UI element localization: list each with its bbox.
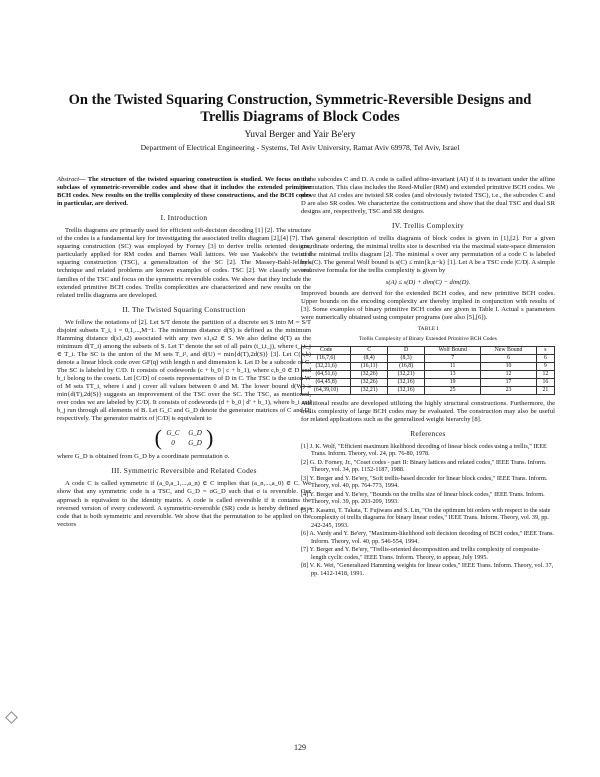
abstract bbox=[57, 176, 311, 208]
table-cell: (16,7,6) bbox=[302, 354, 351, 362]
twisted-paragraph-2: where G_D is obtained from G_D by a coordinate permutation σ. bbox=[57, 453, 230, 461]
table-row bbox=[302, 370, 555, 378]
table-header-cell: Wolf Bound bbox=[425, 346, 481, 354]
table-cell: (64,51,6) bbox=[302, 370, 351, 378]
scan-margin-mark bbox=[5, 711, 18, 724]
table-cell: 6 bbox=[481, 354, 536, 362]
trellis-paragraph-1: A general description of trellis diagrams of block codes is given in [1],[2]. For a given coordinate ordering, the minimal trellis size is described via the maximal state-space dimension of the minimal trellis diagram [2]. The minimal s over any permutation of a code C is labeled by s(C). The general Wolf bound is s(C) ≤ min{k,n−k} [1]. Let A be a TSC code |C/D|. A simple recursive formula for the trellis complexity is given by bbox=[301, 235, 555, 275]
matrix-cell: G_D bbox=[188, 429, 202, 438]
twisted-paragraph-1: We follow the notations of [2]. Let S/T denote the partition of a discrete set S into M = S/T disjoint subsets T_i, i = 0,1,...,M−1. The minimum distance d(S) is defined as the minimum Hamming distance d(s1,s2) associated with any two s1,s2 ∈ S. We also define d(T) as the minimum d(T_i) among the subsets of S. Let T' denote the set of all pairs (t_i,t_j), where t_i,t_j ∈ T_i. The SC is the union of the M sets T_i², and d(U) = min{d(T),2d(S)} [3]. Let C(n,k) denote a linear block code over GF(q) with length n and dimension k. Let D be a subcode of C. The SC is labeled by C/D. It consists of codewords (c + b_0 | c + b_1), where c,b_0 ∈ D and b_i belong to the cosets. Let [C/D] of cosets representatives of D in C. The TSC is the union W of M sets TT_i, where i and j cover all values between 0 and M. The lower bound d(W) ≥ min{d(T),2d(S)} suggests an improvement of the TSC over the SC. The TSC, as mentioned, over codes we are labeled by |C/D|. It consists of codewords (d + b_0 | d' + b_1), where b_i and b_j run through all elements of B. Let G_C and G_D denote the generator matrices of C and D, respectively. The generator matrix of |C/D| is equivalent to bbox=[57, 318, 311, 423]
reference-item: [7] Y. Berger and Y. Be'ery, "Trellis-oriented decomposition and trellis complexity of composite-length cyclic codes," IEEE Trans. Inform. Theory, to appear, July 1995. bbox=[301, 546, 541, 561]
reference-item: [6] A. Vardy and Y. Be'ery, "Maximum-likelihood soft decision decoding of BCH codes," IEEE Trans. Inform. Theory, vol. 40, pp. 546-554, 1994. bbox=[301, 530, 554, 545]
affiliation: Department of Electrical Engineering - Systems, Tel Aviv University, Ramat Aviv 69978, Tel Aviv, Israel bbox=[140, 143, 460, 152]
table-cell: 12 bbox=[536, 370, 554, 378]
table-cell: 17 bbox=[481, 378, 536, 386]
intro-paragraph: Trellis diagrams are primarily used for efficient soft-decision decoding [1] [2]. The structure of the codes is a fundamental key for investigating the associated trellis diagram [2],[4] [7]. The squaring construction (SC) was employed by Forney [3] to derive trellis oriented designs, particularly applied for RM codes and Barnes Wall lattices. We use Yaakobi's the twisted squaring construction (TSC), a generalization of the SC [2]. The Massey-Bahl-Jelinek technique and related problems are known examples of codes. TSC [2]. We classify several families of the TSC and focus on the symmetric reversible codes. We show that they include the extended primitive BCH codes. Trellis complexities are characterized and new results on the related trellis diagrams are developed. bbox=[57, 227, 311, 299]
section-heading-introduction: I. Introduction bbox=[160, 213, 208, 223]
table-cell: (32,16) bbox=[388, 378, 425, 386]
table-cell: 7 bbox=[425, 354, 481, 362]
table-cell: (32,26) bbox=[351, 378, 388, 386]
reference-item: [1] J. K. Wolf, "Efficient maximum likelihood decoding of linear block codes using a trellis," IEEE Trans. Inform. Theory, vol. 24, pp. 76-80, 1978. bbox=[301, 442, 547, 458]
table-header-cell: C bbox=[351, 346, 388, 354]
section-heading-references: References bbox=[410, 428, 446, 438]
table-cell: (64,45,8) bbox=[302, 378, 351, 386]
table-cell: (32,26) bbox=[351, 370, 388, 378]
reference-item: [8] V. K. Wei, "Generalized Hamming weights for linear codes," IEEE Trans. Inform. Theory, vol. 37, pp. 1412-1418, 1991. bbox=[301, 562, 554, 577]
left-column bbox=[57, 176, 311, 530]
table-row bbox=[302, 362, 555, 370]
table-cell: 23 bbox=[481, 386, 536, 394]
table-cell: (16,11) bbox=[351, 362, 388, 370]
table-cell: 12 bbox=[481, 370, 536, 378]
table-cell: 10 bbox=[481, 362, 536, 370]
table-header-cell: s bbox=[536, 346, 554, 354]
table-caption-number: TABLE I bbox=[417, 325, 439, 332]
section-heading-twisted-squaring: II. The Twisted Squaring Construction bbox=[122, 304, 246, 314]
table-cell: (32,21,6) bbox=[302, 362, 351, 370]
table-header-cell: New Bound bbox=[481, 346, 536, 354]
symrev-paragraph-1: A code C is called symmetric if (a_0,a_1,...,a_n) ∈ C implies that (a_n,...,a_0) ∈ C. We show that any symmetric code is a TSC, and G_D = σG_D such that σ is reversible. Our approach is equivalent to the identity matrix. A code is called reversible if it contains the reversed version of every codeword. A symmetric-reversible (SR) code is hereby defined as a code that is both symmetric and reversible. We show that the permutation to be applied on the vectors bbox=[57, 480, 311, 528]
table-cell: (32,16) bbox=[388, 386, 425, 394]
table-header-cell: D bbox=[388, 346, 425, 354]
table-cell: 19 bbox=[425, 378, 481, 386]
matrix-cell: G_D bbox=[188, 439, 202, 448]
table-cell: (64,39,10) bbox=[302, 386, 351, 394]
table-cell: 25 bbox=[425, 386, 481, 394]
author-line: Yuval Berger and Yair Be'ery bbox=[244, 130, 356, 140]
reference-item: [2] G. D. Forney, Jr., "Coset codes - part II: Binary lattices and related codes," IEEE Trans. Inform. Theory, vol. 34, pp. 1152-1187, 1988. bbox=[301, 458, 547, 474]
section-heading-trellis-complexity: IV. Trellis Complexity bbox=[392, 221, 464, 231]
reference-item: [3] Y. Berger and Y. Be'ery, "Soft trellis-based decoder for linear block codes," IEEE Trans. Inform. Theory, vol. 40, pp. 764-773, 1994. bbox=[301, 474, 548, 490]
table-cell: (8,4) bbox=[351, 354, 388, 362]
table-caption-title: Trellis Complexity of Binary Extended Primitive BCH Codes bbox=[359, 336, 497, 343]
table-header-row bbox=[302, 346, 555, 354]
symrev-paragraph-2: to the subcodes C and D. A code is called affine-invariant (AI) if it is invariant under the affine permutation. This class includes the Reed-Muller (RM) and extended primitive BCH codes. We prove that AI codes are twisted SR codes (and obviously twisted TSC), i.e., the subcodes C and D are also SR codes. We characterize the constructions and show that the dual TSC and dual SR designs are, respectively, TSC and SR designs. bbox=[301, 176, 555, 216]
table-cell: (32,21) bbox=[388, 370, 425, 378]
table-cell: 21 bbox=[536, 386, 554, 394]
abstract-text: — The structure of the twisted squaring construction is studied. We focus on the subclass of symmetric-reversible codes and show that it includes the extended primitive BCH codes. New results on the trellis complexity of these constructions, and the BCH codes in particular, are derived. bbox=[57, 176, 311, 208]
matrix-cell: 0 bbox=[171, 439, 175, 448]
table-cell: (32,21) bbox=[351, 386, 388, 394]
table-cell: 9 bbox=[536, 362, 554, 370]
table-cell: (8,3) bbox=[388, 354, 425, 362]
table-row bbox=[302, 378, 555, 386]
matrix-cell: G_C bbox=[166, 429, 180, 438]
right-column bbox=[301, 176, 555, 578]
table-row bbox=[302, 386, 555, 394]
paper-title: On the Twisted Squaring Construction, Symmetric-Reversible Designs and Trellis Diagrams of Block Codes bbox=[68, 92, 532, 125]
table-cell: 6 bbox=[536, 354, 554, 362]
generator-matrix: ( G_C G_D 0 G_D ) bbox=[154, 425, 214, 451]
page-number: 129 bbox=[294, 743, 306, 752]
table-header-cell: Code bbox=[302, 346, 351, 354]
table-cell: 13 bbox=[425, 370, 481, 378]
reference-item: [4] Y. Berger and Y. Be'ery, "Bounds on the trellis size of linear block codes," IEEE Trans. Inform. Theory, vol. 39, pp. 203-209, 1993. bbox=[301, 490, 545, 506]
table-row bbox=[302, 354, 555, 362]
section-heading-symmetric-reversible: III. Symmetric Reversible and Related Codes bbox=[111, 466, 257, 476]
trellis-paragraph-2: Improved bounds are derived for the extended BCH codes, and new primitive BCH codes. Upper bounds on the encoding complexity are thereby implied in conjunction with results of [3]. Some examples of binary primitive BCH codes are given in Table I. Actual s parameters were numerically obtained using computer programs (see also [5],[6]). bbox=[301, 289, 555, 321]
table-cell: (16,8) bbox=[388, 362, 425, 370]
recursive-equation: s(A) ≤ s(D) + dim(C) − dim(D). bbox=[385, 278, 471, 286]
abstract-label: Abstract bbox=[57, 176, 80, 183]
bch-trellis-table bbox=[301, 346, 555, 395]
trellis-paragraph-3: Additional results are developed utilizing the highly structural constructions. Furthermore, the trellis complexity of large BCH codes may be evaluated. The construction may also be useful for related applications such as the generalized weight hierarchy [8]. bbox=[301, 399, 555, 423]
reference-item: [5] T. Kasami, T. Takata, T. Fujiwara and S. Lin, "On the optimum bit orders with respect to the state complexity of trellis diagrams for binary linear codes," IEEE Trans. Inform. Theory, vol. 39, pp. 242-245, 1993. bbox=[301, 506, 551, 529]
table-cell: 11 bbox=[425, 362, 481, 370]
table-cell: 16 bbox=[536, 378, 554, 386]
